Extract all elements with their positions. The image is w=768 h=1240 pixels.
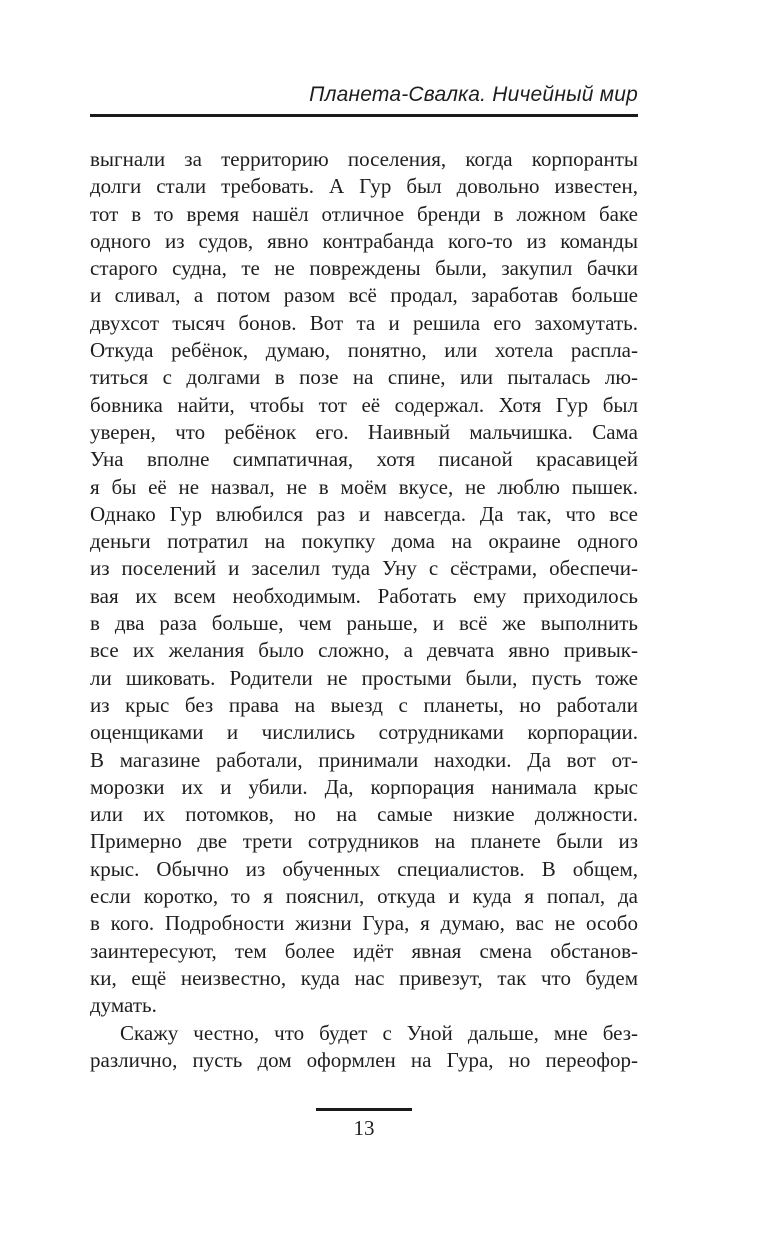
text-line: или их потомков, но на самые низкие должности. [90,802,638,827]
text-line: я бы её не назвал, не в моём вкусе, не люблю пышек. [90,474,638,499]
text-line: деньги потратил на покупку дома на окраине одного [90,529,638,554]
text-line: старого судна, те не повреждены были, закупил бачки [90,256,638,281]
text-line: различно, пусть дом оформлен на Гура, но переофор- [90,1047,638,1072]
text-line: из поселений и заселил туда Уну с сёстрами, обеспечи- [90,556,638,581]
text-line: титься с долгами в позе на спине, или пыталась лю- [90,365,638,390]
text-line: одного из судов, явно контрабанда кого-то из команды [90,228,638,253]
text-line: долги стали требовать. А Гур был довольно известен, [90,174,638,199]
text-line: двухсот тысяч бонов. Вот та и решила его захомутать. [90,310,638,335]
text-line: в два раза больше, чем раньше, и всё же выполнить [90,611,638,636]
text-line: думать. [90,993,157,1018]
body-text [90,146,638,1074]
text-line: из крыс без права на выезд с планеты, но работали [90,692,638,717]
text-line: Уна вполне симпатичная, хотя писаной красавицей [90,447,638,472]
text-line: ли шиковать. Родители не простыми были, пусть тоже [90,665,638,690]
text-line: уверен, что ребёнок его. Наивный мальчишка. Сама [90,419,638,444]
running-head-title: Планета-Свалка. Ничейный мир [309,83,638,106]
text-line: Скажу честно, что будет с Уной дальше, мне без- [120,1020,638,1045]
text-line: Примерно две трети сотрудников на планете были из [90,829,638,854]
text-line: ки, ещё неизвестно, куда нас привезут, так что будем [90,965,638,990]
text-line: В магазине работали, принимали находки. Да вот от- [90,747,638,772]
header-rule [90,114,638,117]
text-line: тот в то время нашёл отличное бренди в ложном баке [90,201,638,226]
text-line: оценщиками и числились сотрудниками корпорации. [90,720,638,745]
text-line: Однако Гур влюбился раз и навсегда. Да так, что все [90,501,638,526]
text-line: выгнали за территорию поселения, когда корпоранты [90,147,638,171]
text-line: заинтересуют, тем более идёт явная смена обстанов- [90,938,638,963]
text-line: если коротко, то я пояснил, откуда и куда я попал, да [90,884,638,909]
text-line: все их желания было сложно, а девчата явно привык- [90,638,638,663]
text-line: в кого. Подробности жизни Гура, я думаю, вас не особо [90,911,638,936]
text-line: Откуда ребёнок, думаю, понятно, или хотела распла- [90,338,638,363]
text-line: морозки их и убили. Да, корпорация нанимала крыс [90,774,638,799]
text-line: крыс. Обычно из обученных специалистов. В общем, [90,856,638,881]
text-line: вая их всем необходимым. Работать ему приходилось [90,583,638,608]
text-line: бовника найти, чтобы тот её содержал. Хотя Гур был [90,392,638,417]
footer-rule [316,1108,412,1111]
text-line: и сливал, а потом разом всё продал, заработав больше [90,283,638,308]
page-number: 13 [353,1116,375,1140]
